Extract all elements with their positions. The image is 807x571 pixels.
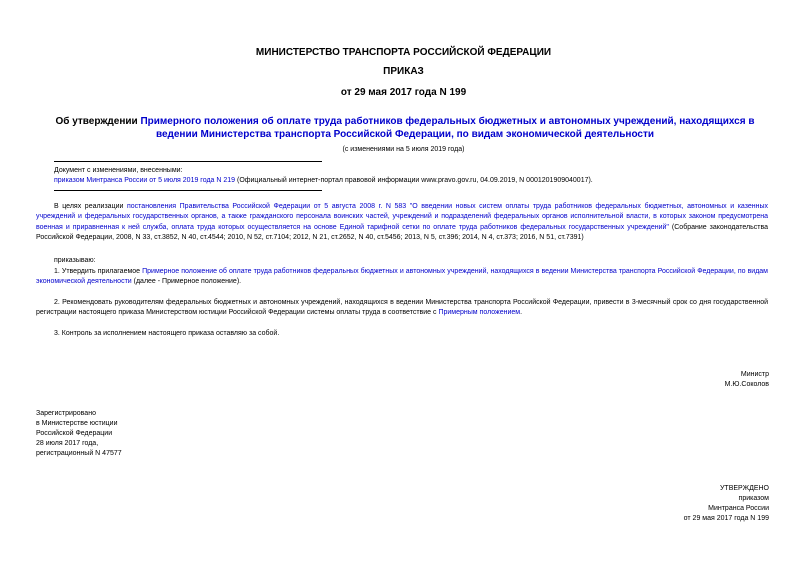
title-link[interactable]: Примерного положения об оплате труда работников федеральных бюджетных и автономных учреждений, находящихся в ведении Министерства транспорта Российской Федерации, по видам экономической деятельности	[140, 116, 755, 140]
signature-position: Министр	[740, 371, 769, 378]
approval-line-3: Минтранса России	[708, 505, 769, 512]
item-1-paragraph	[36, 267, 768, 288]
item-1-link[interactable]: Примерное положение об оплате труда работников федеральных бюджетных и автономных учреждений, находящихся в ведении Министерства транспорта Российской Федерации, по видам экономической деятельности	[36, 268, 768, 286]
changes-intro: Документ с изменениями, внесенными:	[54, 167, 183, 174]
registration-line-4: 28 июля 2017 года,	[36, 440, 99, 447]
revision-note: (с изменениями на 5 июля 2019 года)	[342, 146, 465, 153]
item-2-link[interactable]: Примерным положением	[438, 309, 521, 317]
document-title	[36, 115, 774, 141]
item-1-text-1: 1. Утвердить прилагаемое	[54, 268, 143, 275]
item-2-paragraph	[36, 298, 768, 319]
date-number-heading: от 29 мая 2017 года N 199	[340, 87, 467, 98]
registration-line-5: регистрационный N 47577	[36, 450, 122, 457]
item-1-text-2: (далее - Примерное положение).	[131, 278, 242, 286]
signature-name: М.Ю.Соколов	[724, 381, 769, 388]
item-2-text-1: 2. Рекомендовать руководителям федеральных бюджетных и автономных учреждений, находящихся в ведении Министерства транспорта Российской Федерации, привести в 3-месячный срок со дня государственной регистрации настоящего приказа Министерством юстиции Российской Федерации системы оплаты труда в соответствие с	[36, 299, 768, 317]
preamble-paragraph	[36, 202, 768, 244]
changes-link[interactable]: приказом Минтранса России от 5 июля 2019 года N 219	[54, 177, 236, 184]
changes-line	[54, 176, 774, 186]
approval-line-2: приказом	[738, 495, 769, 502]
divider-bottom	[54, 190, 322, 191]
preamble-text-1: В целях реализации	[54, 203, 127, 210]
signature-block	[725, 370, 769, 390]
item-3-paragraph: 3. Контроль за исполнением настоящего приказа оставляю за собой.	[54, 330, 280, 337]
approval-line-4: от 29 мая 2017 года N 199	[683, 515, 769, 522]
order-word: приказываю:	[54, 257, 96, 264]
preamble-link[interactable]: постановления Правительства Российской Федерации от 5 августа 2008 г. N 583 "О введении новых систем оплаты труда работников федеральных бюджетных, автономных и казенных учреждений и федеральных государственных органов, а также гражданского персонала воинских частей, учреждений и подразделений федеральных органов исполнительной власти, в которых законом предусмотрена военная и приравненная к ней служба, оплата труда которых осуществляется на основе Единой тарифной сетки по оплате труда работников федеральных государственных учреждений"	[36, 203, 769, 231]
registration-block	[36, 409, 122, 459]
changes-rest: (Официальный интернет-портал правовой информации www.pravo.gov.ru, 04.09.2019, N 0001201909040017).	[235, 177, 593, 184]
doc-type-heading: ПРИКАЗ	[383, 66, 424, 77]
item-2-text-2: .	[520, 309, 523, 317]
approval-block	[684, 484, 769, 524]
approval-line-1: УТВЕРЖДЕНО	[719, 485, 769, 492]
registration-line-3: Российской Федерации	[36, 430, 113, 437]
title-prefix: Об утверждении	[55, 116, 141, 127]
changes-block	[54, 166, 774, 186]
ministry-heading: МИНИСТЕРСТВО ТРАНСПОРТА РОССИЙСКОЙ ФЕДЕРАЦИИ	[255, 47, 552, 58]
divider-top	[54, 161, 322, 162]
preamble-text-2: (Собрание законодательства Российской Федерации, 2008, N 33, ст.3852, N 40, ст.4544; 2010, N 52, ст.7104; 2012, N 21, ст.2652, N 40, ст.5456; 2013, N 5, ст.396; 2014, N 4, ст.373; 2016, N 51, ст.7391)	[36, 223, 768, 242]
registration-line-2: в Министерстве юстиции	[36, 420, 118, 427]
registration-line-1: Зарегистрировано	[36, 410, 96, 417]
